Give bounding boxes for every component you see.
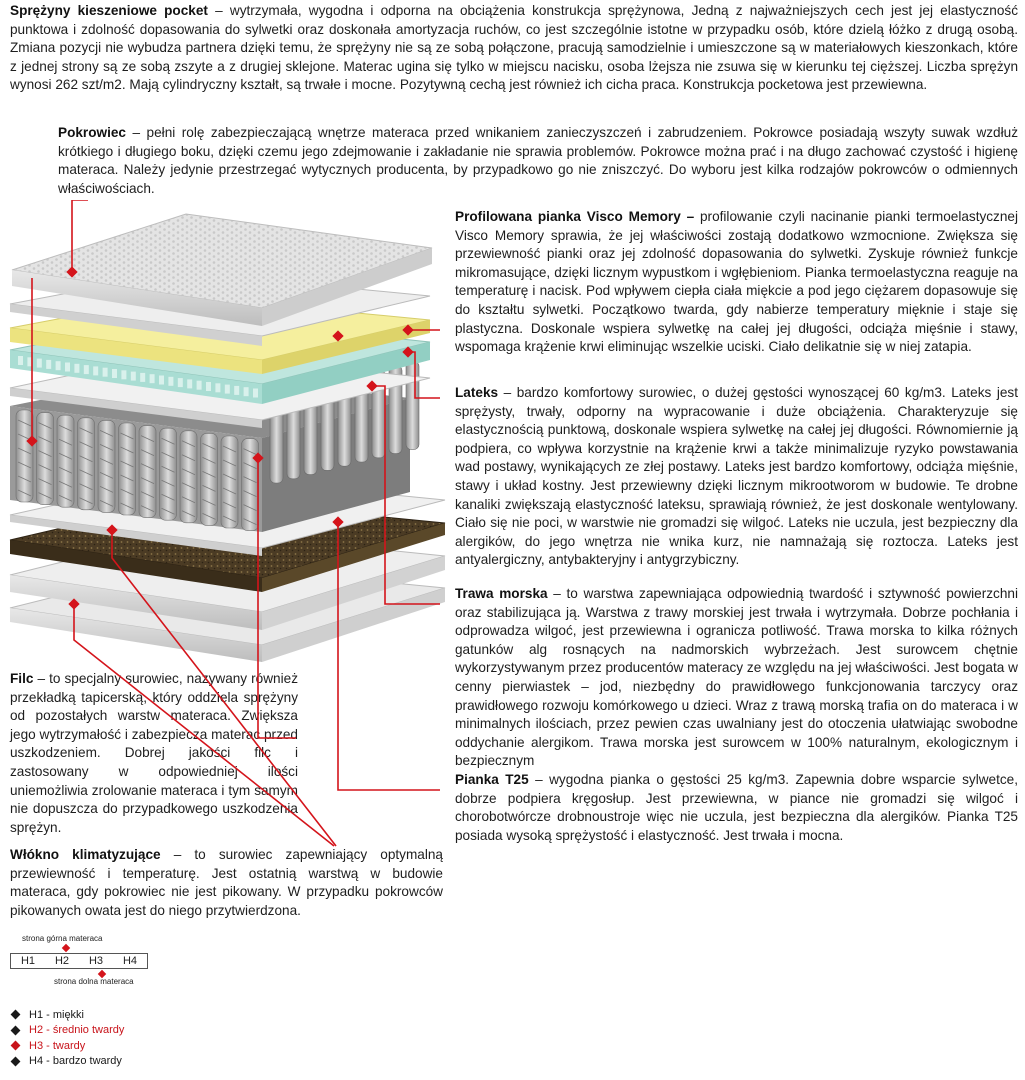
diamond-icon <box>11 1041 21 1051</box>
diamond-icon <box>11 1056 21 1066</box>
scale-level-h2: H2 <box>54 955 70 967</box>
scale-level-h4: H4 <box>122 955 138 967</box>
legend-label: H1 - miękki <box>29 1008 85 1021</box>
legend-item <box>10 1054 124 1070</box>
t25-heading: Pianka T25 <box>455 772 529 787</box>
scale-level-h1: H1 <box>20 955 36 967</box>
scale-level-h3: H3 <box>88 955 104 967</box>
pocket-springs-heading: Sprężyny kieszeniowe pocket <box>10 3 208 18</box>
scale-bottom-label: strona dolna materaca <box>54 977 134 986</box>
hardness-legend <box>10 1007 124 1069</box>
felt-text: – to specjalny surowiec, nazywany również przekładką tapicerską, który oddziela sprężyny od pozostałych warstw materaca. Zwiększa jego wytrzymałość i zabezpiecza materac przed uszkodzeniem. Dobrej jakości filc i zastosowany w odpowiedniej ilości uniemożliwia zrolowanie materaca i tym samym nie dopuszcza do przypadkowego uszkodzenia sprężyn. <box>10 671 298 835</box>
legend-item <box>10 1038 124 1054</box>
t25-text: – wygodna pianka o gęstości 25 kg/m3. Zapewnia dobre wsparcie sylwetce, dobrze podpiera kręgosłup. Jest przewiewna, w piance nie gromadzi się wilgoć i chorobotwórcze drobnoustroje więc nie uczula, jest bezpieczna dla alergików. Pianka T25 posiada wysoką sprężystość i elastyczność. Jest trwała i mocna. <box>455 772 1019 843</box>
cover-heading: Pokrowiec <box>58 125 126 140</box>
legend-item <box>10 1023 124 1039</box>
fiber-text: – to surowiec zapewniający optymalną przewiewność i temperaturę. Jest ostatnią warstwą w budowie materaca, gdy pokrowiec nie jest pikowany. W przypadku pokrowców pikowanych owata jest do niego przytwierdzona. <box>10 847 443 918</box>
latex-heading: Lateks <box>455 385 499 400</box>
scale-top-label: strona górna materaca <box>22 934 103 943</box>
latex-description <box>455 384 1018 570</box>
pocket-springs-description <box>10 2 1018 95</box>
visco-heading: Profilowana pianka Visco Memory – <box>455 209 695 224</box>
cover-description <box>58 124 1018 198</box>
legend-item <box>10 1007 124 1023</box>
seagrass-heading: Trawa morska <box>455 586 548 601</box>
t25-description <box>455 771 1018 845</box>
hardness-scale <box>8 934 158 994</box>
scale-levels <box>10 953 148 969</box>
pocket-springs-text: – wytrzymała, wygodna i odporna na obciążenia konstrukcja sprężynowa, Jedną z najważniejszych cech jest jej elastyczność punktowa i zdolność dopasowania do sylwetki oraz doskonała amortyzacja ruchów, co jest szczególnie istotne w przypadku osób, które dzielą łóżko z drugą osobą. Zmiana pozycji nie wybudza partnera dzięki temu, że sprężyny nie są ze sobą połączone, pracują samodzielnie i umieszczone są w materiałowych kieszonkach, które z jednej strony są ze sobą zszyte a z drugiej sklejone. Materac ugina się tylko w miejscu nacisku, osoba lżejsza nie zsuwa się w kierunku tej cięższej. Liczba sprężyn wynosi 262 szt/m2. Mają cylindryczny kształt, są trwałe i mocne. Pozytywną cechą jest również ich cicha praca. Konstrukcja pocketowa jest przewiewna. <box>10 3 1018 93</box>
visco-text: profilowanie czyli nacinanie pianki termoelastycznej Visco Memory sprawia, że jej właściwości zostają dodatkowo wzmocnione. Zwiększa się przewiewność pianki oraz jej zdolność dopasowania do sylwetki. Zyskuje również funkcje mikromasujące, dzięki licznym wypustkom i wgłębieniom. Pianka termoelastyczna reaguje na temperaturę i nacisk. Pod wpływem ciepła ciała miękcie a pod jego ciężarem dopasowuje się do kształtu sylwetki. Początkowo twarda, gdy nabierze temperatury mięknie i staje się plastyczna. Doskonale wspiera sylwetkę na całej jej długości, odciąża mięśnie i stawy, wspomaga krążenie krwi eliminując wszelkie uciski. Ciało delikatnie się w niej zatapia. <box>455 209 1018 355</box>
latex-text: – bardzo komfortowy surowiec, o dużej gęstości wynoszącej 60 kg/m3. Lateks jest sprężysty, trwały, odporny na wypracowanie i duże obciążenia. Charakteryzuje się elastycznością punktową, doskonale wspiera sylwetkę na całej jej długości. Równomiernie ją podpiera, co wpływa korzystnie na krążenie krwi a także minimalizuje ryzyko powstawania wad postawy, wynikających ze złej postawy. Lateks jest bardzo komfortowy, odciąża mięśnie, stawy i układ kostny. Jest przewiewny dzięki licznym mikrootworom w budowie. Te drobne kanaliki zwiększają elastyczność lateksu, sprawiają również, że jest doskonale wentylowany. Ciało się nie poci, w warstwie nie gromadzi się wilgoć. Lateks nie uczula, jest bezpieczny dla alergików, do jego wnętrza nie wnika kurz, nie namnażają się roztocza. Lateks jest antyalergiczny, antybakteryjny i antygrzybiczny. <box>455 385 1018 568</box>
diamond-icon <box>11 1025 21 1035</box>
legend-label: H2 - średnio twardy <box>29 1024 125 1037</box>
legend-label: H4 - bardzo twardy <box>29 1055 122 1068</box>
fiber-heading: Włókno klimatyzujące <box>10 847 161 862</box>
visco-description <box>455 208 1018 357</box>
seagrass-description <box>455 585 1018 771</box>
diamond-icon <box>11 1010 21 1020</box>
seagrass-text: – to warstwa zapewniająca odpowiednią twardość i sztywność powierzchni oraz stabilizująca ją. Warstwa z trawy morskiej jest trwała i wytrzymała. Dobrze pochłania i odprowadza wilgoć, jest przewiewna i ogranicza potliwość. Trawa morska to kilka różnych gatunków alg rosnących na nadmorskich wybrzeżach. Jest surowcem chętnie wykorzystywanym przez producentów materacy ze względu na jej właściwości. Jest bogata w cenny pierwiastek – jod, niezbędny do prawidłowego funkcjonowania tarczycy oraz prawidłowego rozwoju komórkowego u dzieci. Wraz z trawą morską trafia on do materaca i w minimalnych ilościach, przez pewien czas uwalniany jest do otoczenia ułatwiając swobodne oddychanie alergikom. Trawa morska jest surowcem w 100% naturalnym, ekologicznym i bezpiecznym <box>455 586 1018 769</box>
mattress-layers-illustration <box>0 200 455 860</box>
top-side-marker <box>62 944 70 952</box>
legend-label: H3 - twardy <box>29 1039 86 1052</box>
felt-heading: Filc <box>10 671 34 686</box>
cover-text: – pełni rolę zabezpieczającą wnętrze materaca przed wnikaniem zanieczyszczeń i zabrudzeniem. Pokrowce posiadają wszyty suwak wzdłuż krótkiego i długiego boku, dzięki czemu jego zdejmowanie i zakładanie nie sprawia problemów. Pokrowce można prać i na długo zachować czystość i higienę materaca. Należy jedynie przestrzegać wytycznych producenta, by przypadkowo go nie zniszczyć. Do wyboru jest kilka rodzajów pokrowców o odmiennych właściwościach. <box>58 125 1018 196</box>
